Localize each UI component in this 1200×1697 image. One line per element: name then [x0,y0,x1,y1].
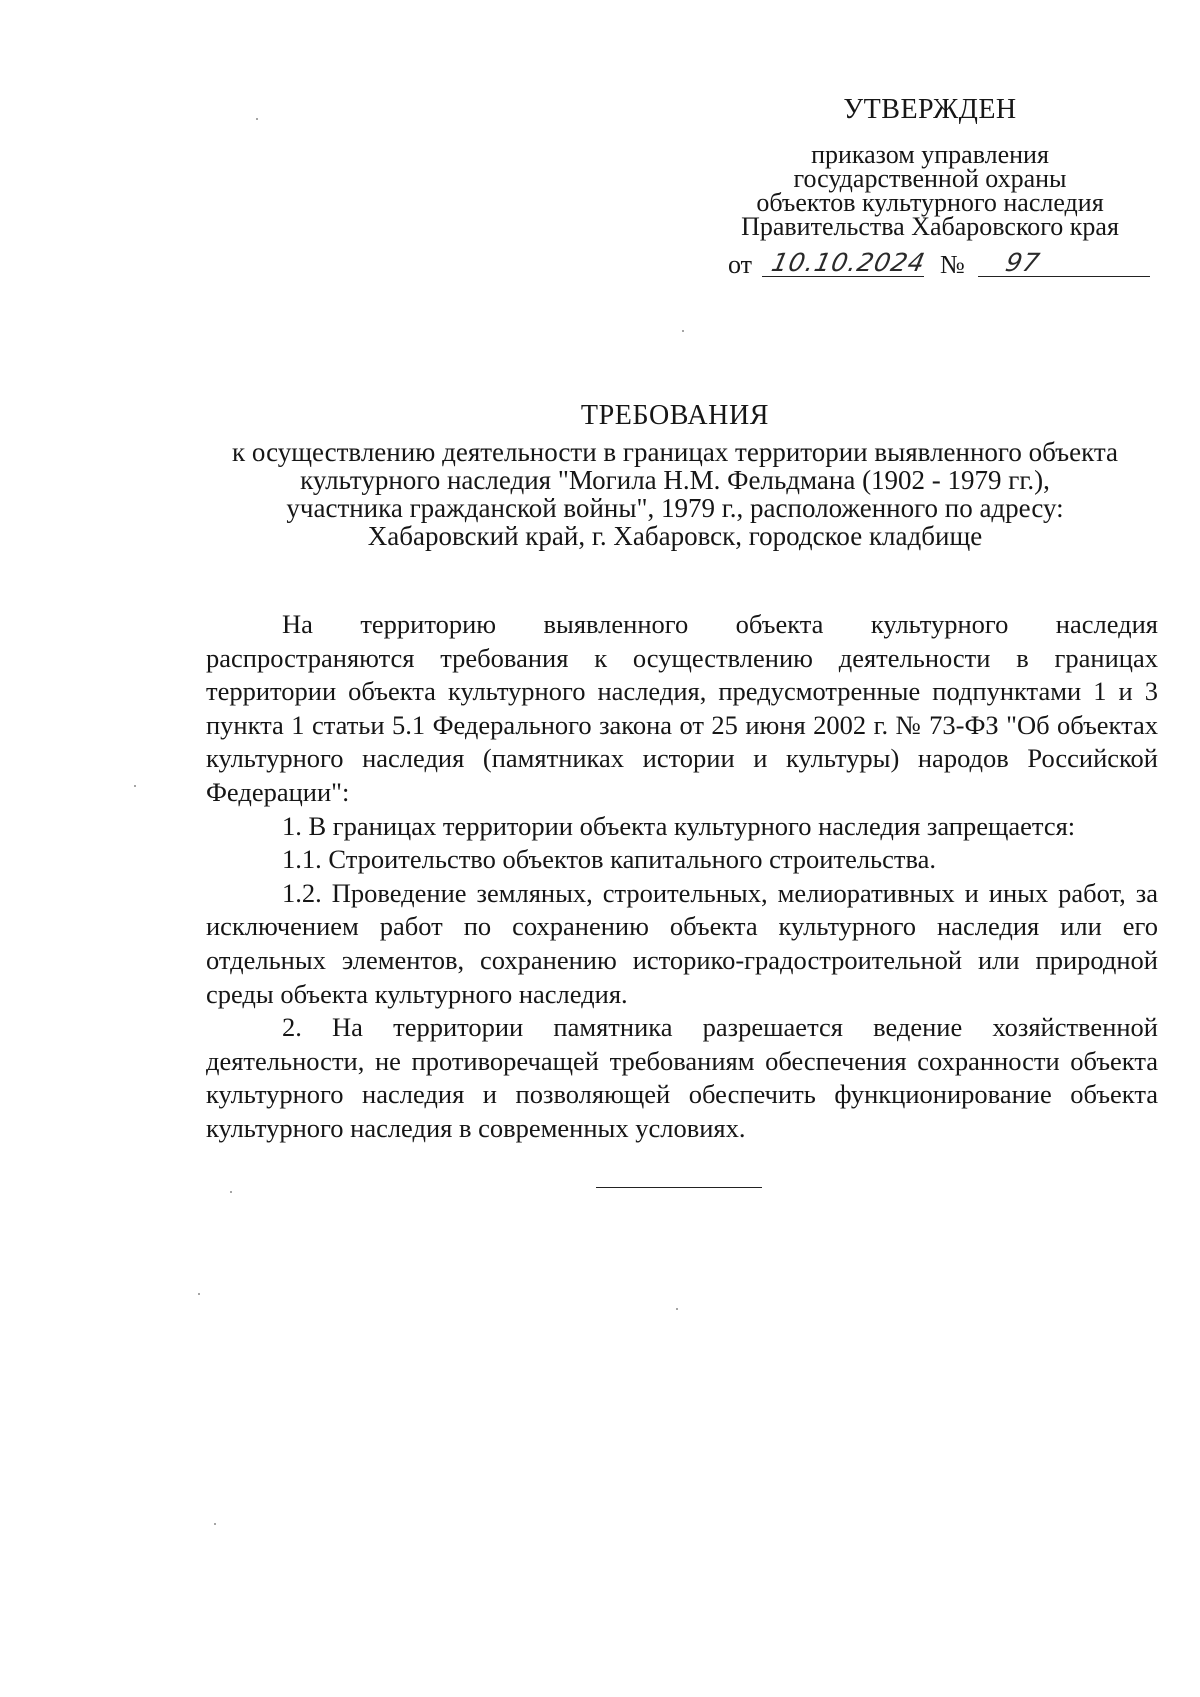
approval-stamp: УТВЕРЖДЕН [843,94,1017,125]
number-label: № [940,250,965,279]
approval-line: государственной охраны [793,164,1067,193]
scan-speck [214,1523,216,1525]
scan-speck [230,1191,232,1193]
approval-line: приказом управления [811,140,1049,169]
scan-speck [198,1293,200,1295]
title-line: к осуществлению деятельности в границах территории выявленного объекта [232,437,1118,467]
approval-line: объектов культурного наследия [756,188,1104,217]
scan-speck [134,785,136,787]
title-main: ТРЕБОВАНИЯ [580,400,770,431]
document-title [190,402,1160,550]
title-line: Хабаровский край, г. Хабаровск, городское кладбище [367,521,983,551]
handwritten-date: 10.10.2024 [768,248,929,277]
body-paragraph: На территорию выявленного объекта культурного наследия распространяются требования к осуществлению деятельности в границах территории объекта культурного наследия, предусмотренные подпунктами 1 и 3 пункта 1 статьи 5.1 Федерального закона от 25 июня 2002 г. № 73-ФЗ "Об объектах культурного наследия (памятниках истории и культуры) народов Российской Федерации": [206,609,1158,807]
body-paragraph: 1.2. Проведение земляных, строительных, мелиоративных и иных работ, за исключением работ по сохранению объекта культурного наследия или его отдельных элементов, сохранению историко-градостроительной или природной среды объекта культурного наследия. [206,877,1158,1009]
order-date-number [728,246,1168,286]
handwritten-number: 97 [1002,248,1043,277]
document-body [206,608,1158,1146]
scan-speck [676,1308,678,1310]
body-paragraph: 2. На территории памятника разрешается ведение хозяйственной деятельности, не противоречащей требованиям обеспечения сохранности объекта культурного наследия и позволяющей обеспечить функционирование объекта культурного наследия в современных условиях. [206,1012,1158,1143]
approval-block [700,95,1160,239]
body-paragraph: 1.1. Строительство объектов капитального строительства. [282,844,937,875]
date-label: от [728,250,753,279]
scan-speck [682,330,684,332]
title-line: культурного наследия "Могила Н.М. Фельдмана (1902 - 1979 гг.), [300,465,1050,495]
end-divider [596,1187,762,1188]
approval-line: Правительства Хабаровского края [741,212,1119,241]
title-line: участника гражданской войны", 1979 г., расположенного по адресу: [286,493,1064,523]
scan-speck [256,118,258,120]
body-paragraph: 1. В границах территории объекта культурного наследия запрещается: [282,810,1076,841]
